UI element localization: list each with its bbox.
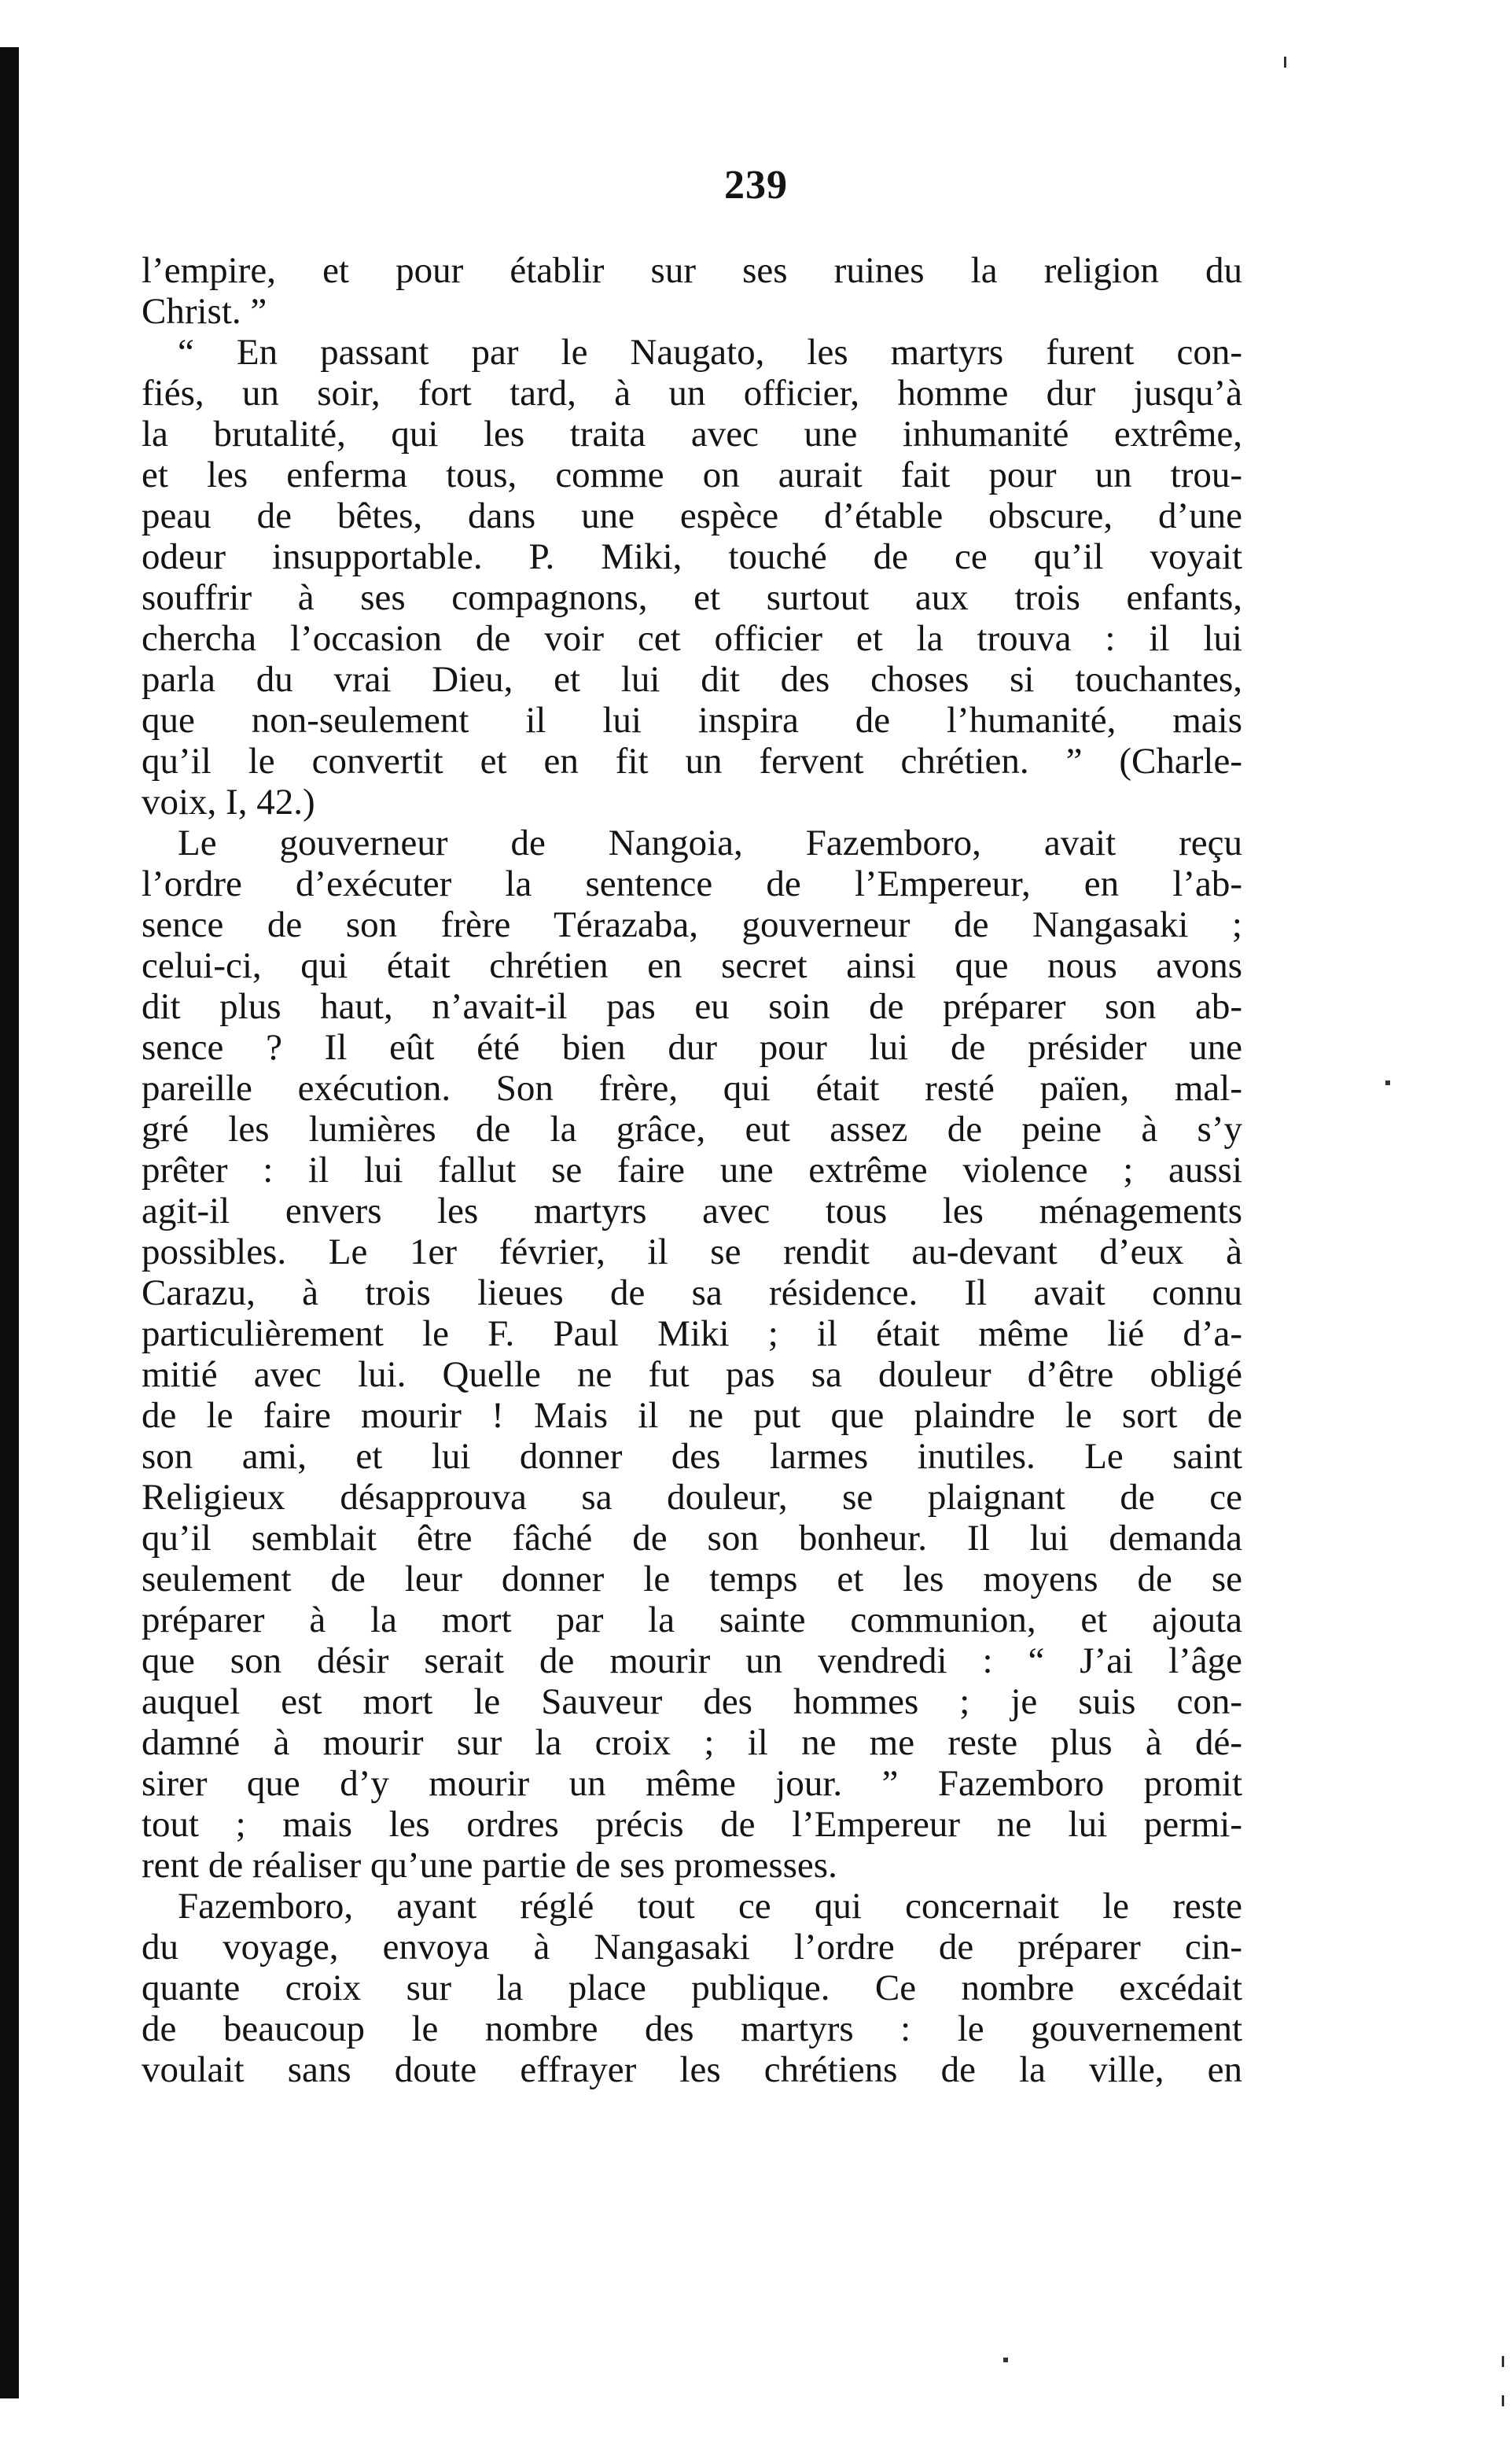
text-line: prêter : il lui fallut se faire une extrême violence ; aussi [142,1150,1242,1191]
text-line: Religieux désapprouva sa douleur, se plaignant de ce [142,1477,1242,1518]
text-line: sence de son frère Térazaba, gouverneur de Nangasaki ; [142,904,1242,945]
text-line: sence ? Il eût été bien dur pour lui de présider une [142,1027,1242,1068]
ink-speck [1385,1080,1390,1085]
text-line: Carazu, à trois lieues de sa résidence. Il avait connu [142,1272,1242,1313]
text-line: voix, I, 42.) [142,782,315,823]
text-line: chercha l’occasion de voir cet officier et la trouva : il lui [142,618,1242,659]
body-text [142,250,1242,2090]
text-line: préparer à la mort par la sainte communion, et ajouta [142,1599,1242,1640]
text-line: fiés, un soir, fort tard, à un officier, homme dur jusqu’à [142,373,1242,414]
text-line: voulait sans doute effrayer les chrétiens de la ville, en [142,2049,1242,2090]
text-line: qu’il le convertit et en fit un fervent chrétien. ” (Charle- [142,741,1242,782]
text-line: dit plus haut, n’avait-il pas eu soin de préparer son ab- [142,986,1242,1027]
text-line: quante croix sur la place publique. Ce nombre excédait [142,1968,1242,2008]
text-line: seulement de leur donner le temps et les moyens de se [142,1559,1242,1599]
text-line: tout ; mais les ordres précis de l’Empereur ne lui permi- [142,1804,1242,1845]
text-line: qu’il semblait être fâché de son bonheur. Il lui demanda [142,1518,1242,1559]
text-line: damné à mourir sur la croix ; il ne me reste plus à dé- [142,1722,1242,1763]
text-line: mitié avec lui. Quelle ne fut pas sa douleur d’être obligé [142,1354,1242,1395]
text-line: parla du vrai Dieu, et lui dit des choses si touchantes, [142,659,1242,700]
text-line: “ En passant par le Naugato, les martyrs furent con- [178,332,1242,373]
text-line: de le faire mourir ! Mais il ne put que plaindre le sort de [142,1395,1242,1436]
text-line: agit-il envers les martyrs avec tous les ménagements [142,1191,1242,1231]
text-line: l’ordre d’exécuter la sentence de l’Empereur, en l’ab- [142,863,1242,904]
text-line: la brutalité, qui les traita avec une inhumanité extrême, [142,414,1242,455]
text-line: que non-seulement il lui inspira de l’humanité, mais [142,700,1242,741]
text-line: l’empire, et pour établir sur ses ruines la religion du [142,250,1242,291]
text-line: de beaucoup le nombre des martyrs : le gouvernement [142,2008,1242,2049]
ink-speck [1003,2358,1008,2362]
text-line: et les enferma tous, comme on aurait fait pour un trou- [142,455,1242,495]
binding-shadow [0,47,19,2398]
ink-speck [1502,2356,1504,2367]
ink-speck [1502,2395,1504,2406]
text-line: rent de réaliser qu’une partie de ses promesses. [142,1845,837,1886]
text-line: auquel est mort le Sauveur des hommes ; je suis con- [142,1681,1242,1722]
text-line: celui-ci, qui était chrétien en secret ainsi que nous avons [142,945,1242,986]
text-line: possibles. Le 1er février, il se rendit au-devant d’eux à [142,1231,1242,1272]
text-line: gré les lumières de la grâce, eut assez de peine à s’y [142,1109,1242,1150]
text-line: que son désir serait de mourir un vendredi : “ J’ai l’âge [142,1640,1242,1681]
text-line: odeur insupportable. P. Miki, touché de ce qu’il voyait [142,536,1242,577]
text-line: du voyage, envoya à Nangasaki l’ordre de préparer cin- [142,1927,1242,1968]
page-number: 239 [724,163,788,208]
text-line: Christ. ” [142,291,267,332]
text-line: Fazemboro, ayant réglé tout ce qui concernait le reste [178,1886,1242,1927]
text-line: Le gouverneur de Nangoia, Fazemboro, avait reçu [178,823,1242,863]
text-line: son ami, et lui donner des larmes inutiles. Le saint [142,1436,1242,1477]
text-line: sirer que d’y mourir un même jour. ” Fazemboro promit [142,1763,1242,1804]
text-line: particulièrement le F. Paul Miki ; il était même lié d’a- [142,1313,1242,1354]
text-line: peau de bêtes, dans une espèce d’étable obscure, d’une [142,495,1242,536]
text-line: pareille exécution. Son frère, qui était resté païen, mal- [142,1068,1242,1109]
ink-speck [1284,57,1286,68]
text-line: souffrir à ses compagnons, et surtout aux trois enfants, [142,577,1242,618]
